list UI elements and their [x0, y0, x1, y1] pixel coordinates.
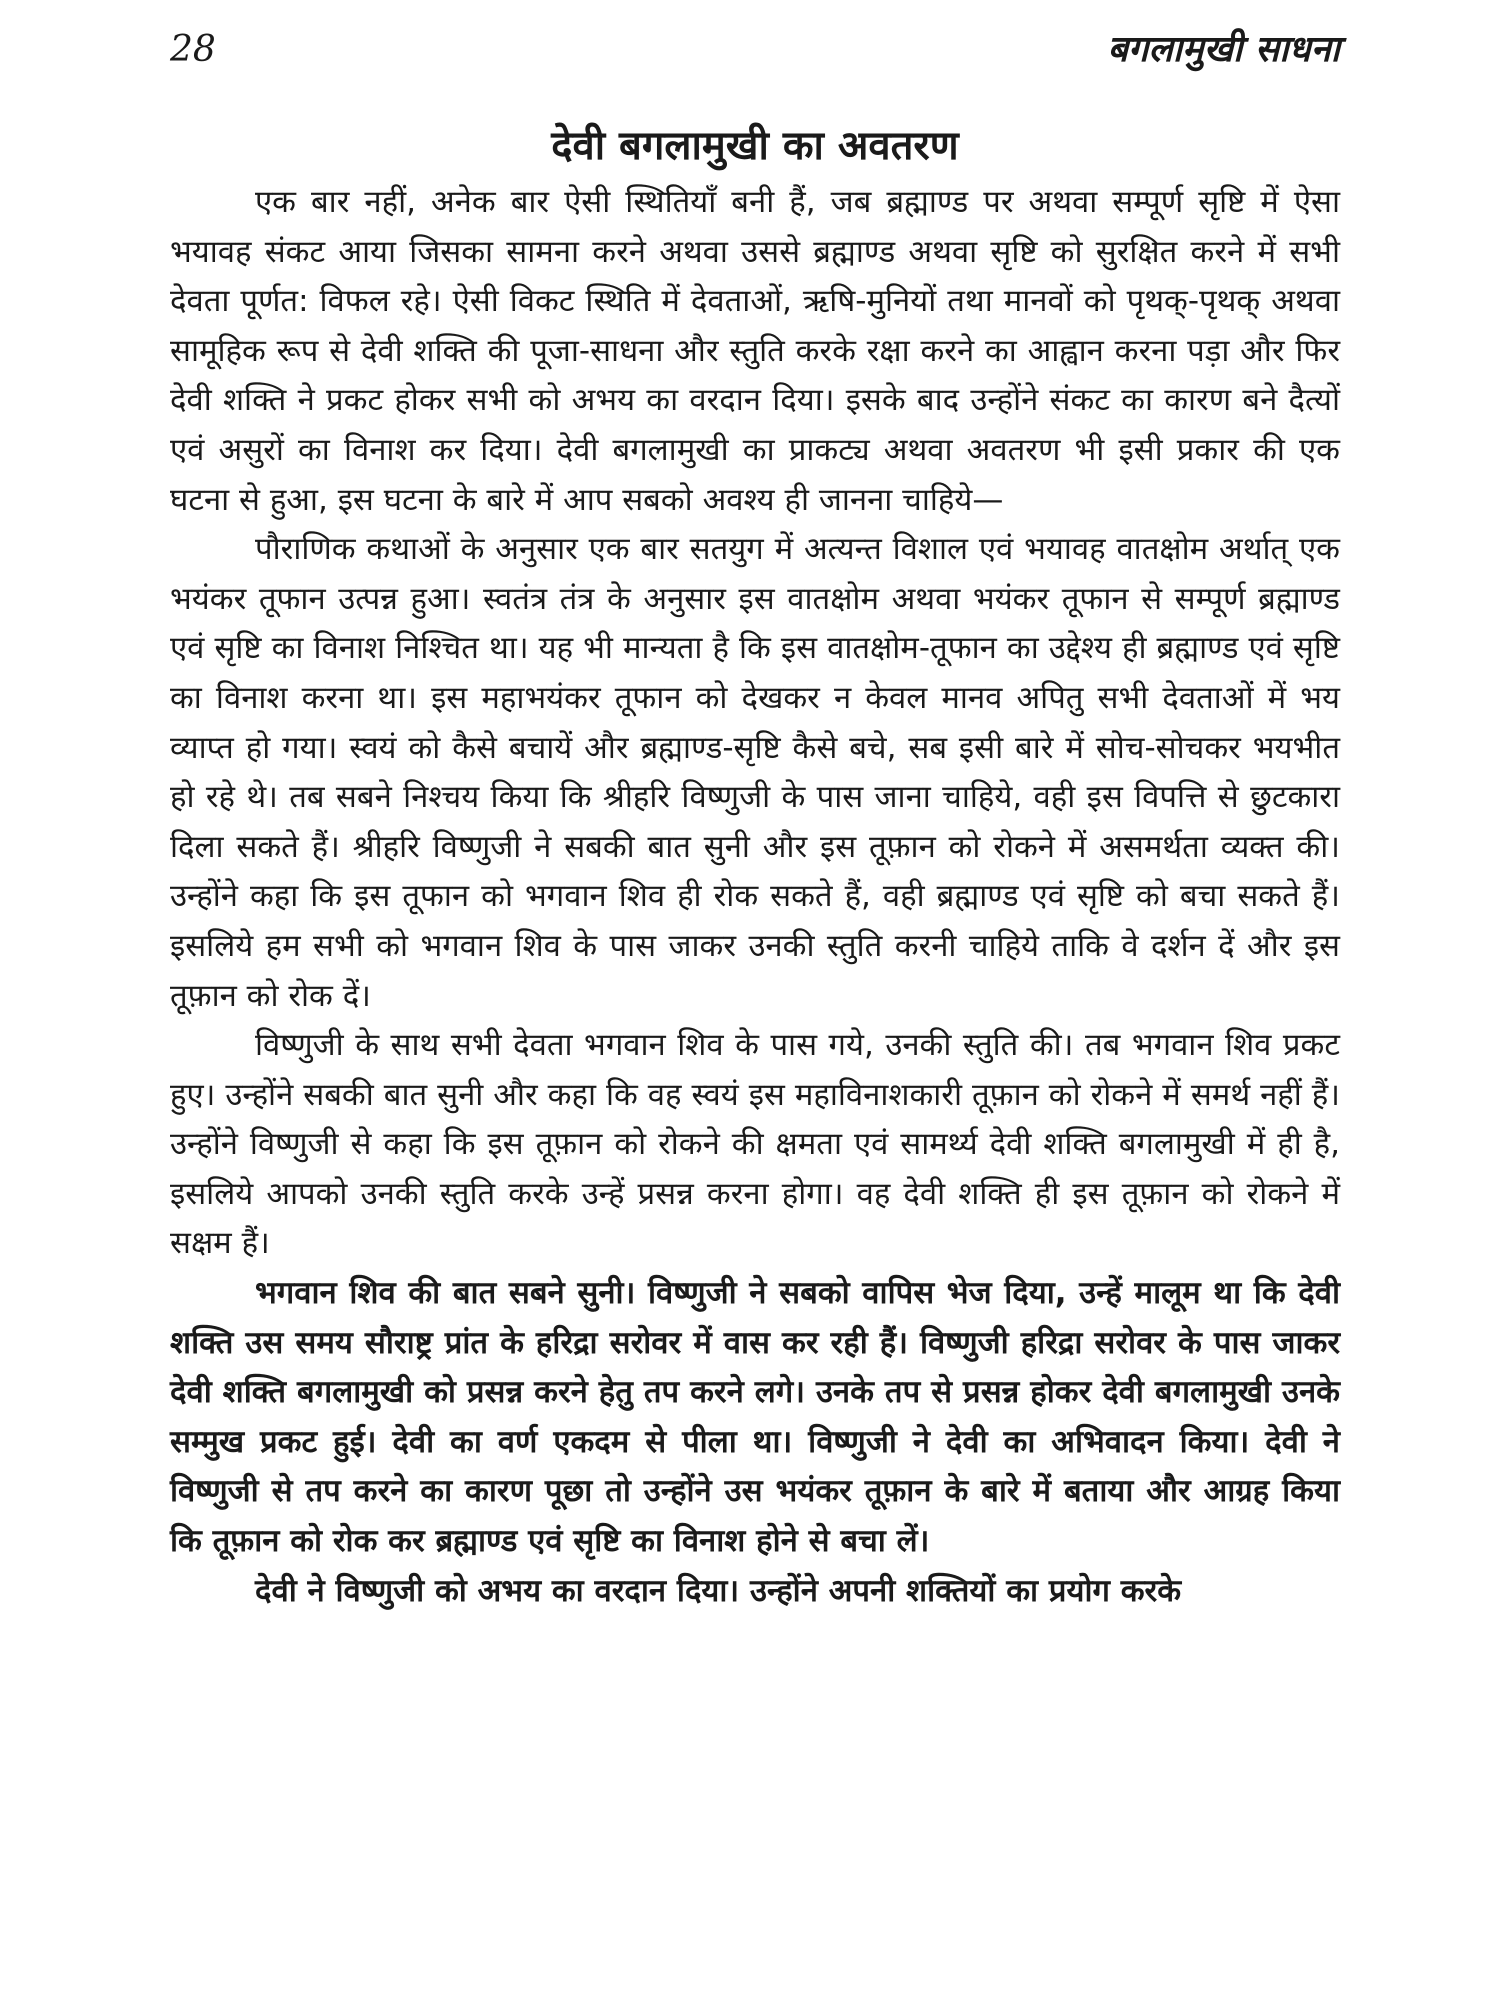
paragraph-4: भगवान शिव की बात सबने सुनी। विष्णुजी ने सबको वापिस भेज दिया, उन्हें मालूम था कि देवी शक्ति उस समय सौराष्ट्र प्रांत के हरिद्रा सरोवर में वास कर रही हैं। विष्णुजी हरिद्रा सरोवर के पास जाकर देवी शक्ति बगलामुखी को प्रसन्न करने हेतु तप करने लगे। उनके तप से प्रसन्न होकर देवी बगलामुखी उनके सम्मुख प्रकट हुई। देवी का वर्ण एकदम से पीला था। विष्णुजी ने देवी का अभिवादन किया। देवी ने विष्णुजी से तप करने का कारण पूछा तो उन्होंने उस भयंकर तूफ़ान के बारे में बताया और आग्रह किया कि तूफ़ान को रोक कर ब्रह्माण्ड एवं सृष्टि का विनाश होने से बचा लें। — [170, 1275, 1340, 1560]
paragraph-1: एक बार नहीं, अनेक बार ऐसी स्थितियाँ बनी हैं, जब ब्रह्माण्ड पर अथवा सम्पूर्ण सृष्टि में ऐसा भयावह संकट आया जिसका सामना करने अथवा उससे ब्रह्माण्ड अथवा सृष्टि को सुरक्षित करने में सभी देवता पूर्णत: विफल रहे। ऐसी विकट स्थिति में देवताओं, ऋषि-मुनियों तथा मानवों को पृथक्-पृथक् अथवा सामूहिक रूप से देवी शक्ति की पूजा-साधना और स्तुति करके रक्षा करने का आह्वान करना पड़ा और फिर देवी शक्ति ने प्रकट होकर सभी को अभय का वरदान दिया। इसके बाद उन्होंने संकट का कारण बने दैत्यों एवं असुरों का विनाश कर दिया। देवी बगलामुखी का प्राकट्य अथवा अवतरण भी इसी प्रकार की एक घटना से हुआ, इस घटना के बारे में आप सबको अवश्य ही जानना चाहिये— — [170, 184, 1340, 518]
paragraph-5: देवी ने विष्णुजी को अभय का वरदान दिया। उन्होंने अपनी शक्तियों का प्रयोग करके — [255, 1572, 1182, 1609]
paragraph-3: विष्णुजी के साथ सभी देवता भगवान शिव के पास गये, उनकी स्तुति की। तब भगवान शिव प्रकट हुए। उन्होंने सबकी बात सुनी और कहा कि वह स्वयं इस महाविनाशकारी तूफ़ान को रोकने में समर्थ नहीं हैं। उन्होंने विष्णुजी से कहा कि इस तूफ़ान को रोकने की क्षमता एवं सामर्थ्य देवी शक्ति बगलामुखी में ही है, इसलिये आपको उनकी स्तुति करके उन्हें प्रसन्न करना होगा। वह देवी शक्ति ही इस तूफ़ान को रोकने में सक्षम हैं। — [170, 1027, 1340, 1262]
chapter-title: देवी बगलामुखी का अवतरण — [551, 123, 959, 169]
book-title: बगलामुखी साधना — [1107, 29, 1340, 70]
page-number: 28 — [170, 29, 216, 70]
running-header — [170, 28, 1340, 88]
paragraph-2: पौराणिक कथाओं के अनुसार एक बार सतयुग में अत्यन्त विशाल एवं भयावह वातक्षोम अर्थात् एक भयंकर तूफान उत्पन्न हुआ। स्वतंत्र तंत्र के अनुसार इस वातक्षोम अथवा भयंकर तूफान से सम्पूर्ण ब्रह्माण्ड एवं सृष्टि का विनाश निश्चित था। यह भी मान्यता है कि इस वातक्षोम-तूफान का उद्देश्य ही ब्रह्माण्ड एवं सृष्टि का विनाश करना था। इस महाभयंकर तूफान को देखकर न केवल मानव अपितु सभी देवताओं में भय व्याप्त हो गया। स्वयं को कैसे बचायें और ब्रह्माण्ड-सृष्टि कैसे बचे, सब इसी बारे में सोच-सोचकर भयभीत हो रहे थे। तब सबने निश्चय किया कि श्रीहरि विष्णुजी के पास जाना चाहिये, वही इस विपत्ति से छुटकारा दिला सकते हैं। श्रीहरि विष्णुजी ने सबकी बात सुनी और इस तूफ़ान को रोकने में असमर्थता व्यक्त की। उन्होंने कहा कि इस तूफान को भगवान शिव ही रोक सकते हैं, वही ब्रह्माण्ड एवं सृष्टि को बचा सकते हैं। इसलिये हम सभी को भगवान शिव के पास जाकर उनकी स्तुति करनी चाहिये ताकि वे दर्शन दें और इस तूफ़ान को रोक दें। — [170, 531, 1341, 1014]
